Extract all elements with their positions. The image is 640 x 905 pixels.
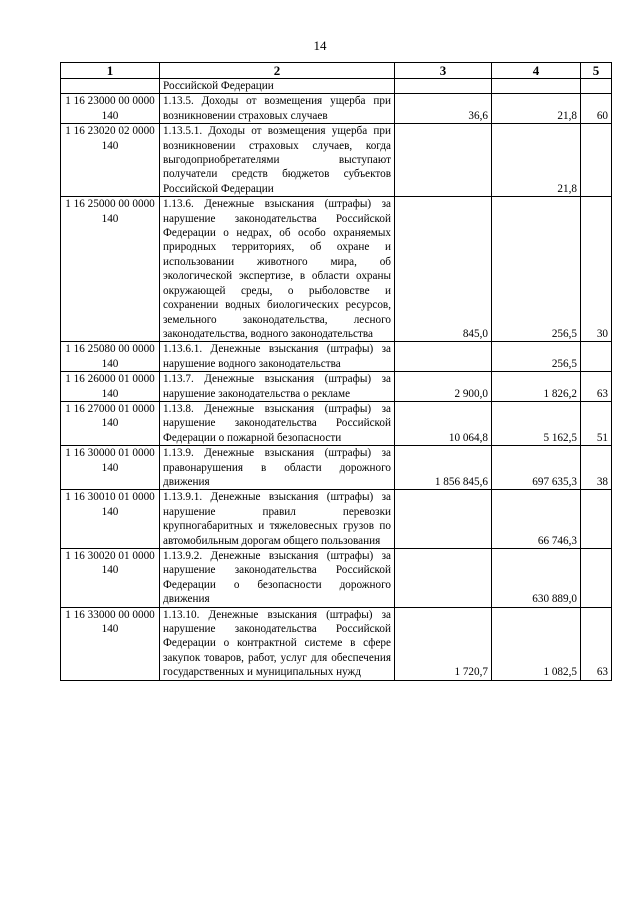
actual-amount-cell: 256,5 <box>492 197 581 342</box>
column-header-4: 4 <box>492 63 581 79</box>
table-row <box>61 372 612 402</box>
percent-cell: 63 <box>581 372 612 402</box>
description-cell: 1.13.8. Денежные взыскания (штрафы) за нарушение законодательства Российской Федерации о пожарной безопасности <box>160 401 395 445</box>
table-row <box>61 401 612 445</box>
table-row <box>61 607 612 680</box>
budget-code-cell: 1 16 26000 01 0000 140 <box>61 372 160 402</box>
budget-code-cell: 1 16 27000 01 0000 140 <box>61 401 160 445</box>
table-row <box>61 94 612 124</box>
percent-cell <box>581 79 612 94</box>
plan-amount-cell: 1 856 845,6 <box>395 446 492 490</box>
plan-amount-cell <box>395 79 492 94</box>
table-row <box>61 490 612 549</box>
description-cell: 1.13.9.2. Денежные взыскания (штрафы) за нарушение законодательства Российской Федерации о безопасности дорожного движения <box>160 549 395 608</box>
table-row <box>61 342 612 372</box>
plan-amount-cell <box>395 490 492 549</box>
budget-code-cell: 1 16 30000 01 0000 140 <box>61 446 160 490</box>
actual-amount-cell: 21,8 <box>492 94 581 124</box>
actual-amount-cell <box>492 79 581 94</box>
percent-cell <box>581 549 612 608</box>
actual-amount-cell: 1 082,5 <box>492 607 581 680</box>
table-row <box>61 197 612 342</box>
budget-code-cell: 1 16 33000 00 0000 140 <box>61 607 160 680</box>
percent-cell: 30 <box>581 197 612 342</box>
plan-amount-cell: 36,6 <box>395 94 492 124</box>
actual-amount-cell: 256,5 <box>492 342 581 372</box>
description-cell: 1.13.5. Доходы от возмещения ущерба при возникновении страховых случаев <box>160 94 395 124</box>
percent-cell: 60 <box>581 94 612 124</box>
column-header-2: 2 <box>160 63 395 79</box>
actual-amount-cell: 697 635,3 <box>492 446 581 490</box>
table-header-row <box>61 63 612 79</box>
actual-amount-cell: 630 889,0 <box>492 549 581 608</box>
actual-amount-cell: 5 162,5 <box>492 401 581 445</box>
table-body <box>61 79 612 681</box>
budget-code-cell: 1 16 30010 01 0000 140 <box>61 490 160 549</box>
description-cell: 1.13.5.1. Доходы от возмещения ущерба при возникновении страховых случаев, когда выгодоприобретателями выступают получатели средств бюджетов субъектов Российской Федерации <box>160 124 395 197</box>
table-row <box>61 79 612 94</box>
budget-code-cell: 1 16 25080 00 0000 140 <box>61 342 160 372</box>
budget-code-cell: 1 16 23020 02 0000 140 <box>61 124 160 197</box>
description-cell: Российской Федерации <box>160 79 395 94</box>
budget-code-cell: 1 16 30020 01 0000 140 <box>61 549 160 608</box>
page-number: 14 <box>313 38 327 53</box>
description-cell: 1.13.6.1. Денежные взыскания (штрафы) за нарушение водного законодательства <box>160 342 395 372</box>
description-cell: 1.13.9. Денежные взыскания (штрафы) за правонарушения в области дорожного движения <box>160 446 395 490</box>
table-row <box>61 124 612 197</box>
percent-cell <box>581 124 612 197</box>
budget-code-cell: 1 16 23000 00 0000 140 <box>61 94 160 124</box>
plan-amount-cell: 845,0 <box>395 197 492 342</box>
table-row <box>61 446 612 490</box>
plan-amount-cell <box>395 124 492 197</box>
table-row <box>61 549 612 608</box>
description-cell: 1.13.6. Денежные взыскания (штрафы) за нарушение законодательства Российской Федерации о недрах, об особо охраняемых природных территориях, об охране и использовании животного мира, об экологической экспертизе, в области охраны окружающей среды, о рыболовстве и сохранении водных биологических ресурсов, земельного законодательства, лесного законодательства, водного законодательства <box>160 197 395 342</box>
budget-code-cell: 1 16 25000 00 0000 140 <box>61 197 160 342</box>
percent-cell <box>581 490 612 549</box>
plan-amount-cell <box>395 342 492 372</box>
plan-amount-cell <box>395 549 492 608</box>
plan-amount-cell: 10 064,8 <box>395 401 492 445</box>
percent-cell: 63 <box>581 607 612 680</box>
column-header-1: 1 <box>61 63 160 79</box>
plan-amount-cell: 1 720,7 <box>395 607 492 680</box>
plan-amount-cell: 2 900,0 <box>395 372 492 402</box>
column-header-3: 3 <box>395 63 492 79</box>
revenue-table <box>60 62 612 681</box>
percent-cell: 51 <box>581 401 612 445</box>
budget-code-cell <box>61 79 160 94</box>
column-header-5: 5 <box>581 63 612 79</box>
percent-cell <box>581 342 612 372</box>
description-cell: 1.13.10. Денежные взыскания (штрафы) за нарушение законодательства Российской Федерации о контрактной системе в сфере закупок товаров, работ, услуг для обеспечения государственных и муниципальных нужд <box>160 607 395 680</box>
actual-amount-cell: 66 746,3 <box>492 490 581 549</box>
actual-amount-cell: 1 826,2 <box>492 372 581 402</box>
percent-cell: 38 <box>581 446 612 490</box>
actual-amount-cell: 21,8 <box>492 124 581 197</box>
description-cell: 1.13.9.1. Денежные взыскания (штрафы) за нарушение правил перевозки крупногабаритных и тяжеловесных грузов по автомобильным дорогам общего пользования <box>160 490 395 549</box>
description-cell: 1.13.7. Денежные взыскания (штрафы) за нарушение законодательства о рекламе <box>160 372 395 402</box>
